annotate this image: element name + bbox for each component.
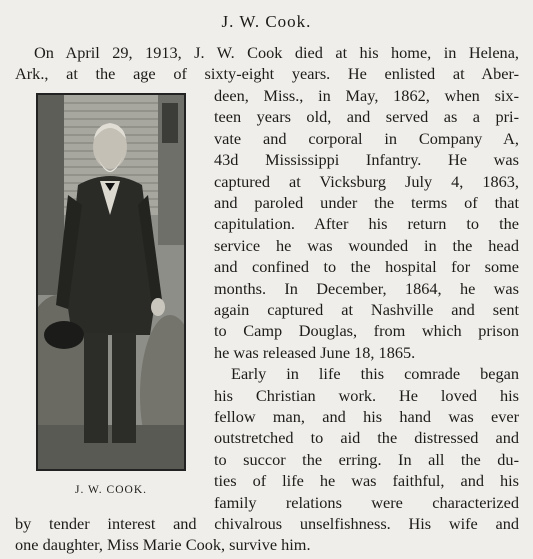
text-line: fellow man, and his hand was ever xyxy=(214,407,519,426)
text-line: captured at Vicksburg July 4, 1863, xyxy=(214,171,519,191)
text-line: family relations were characterized xyxy=(214,492,519,512)
text-line: deen, Miss., in May, 1862, when six- xyxy=(214,86,519,105)
photo-caption: J. W. COOK. xyxy=(74,484,148,496)
text-line: vate and corporal in Company A, xyxy=(214,128,519,148)
text-line: again captured at Nashville and sent xyxy=(214,300,519,319)
text-line: capitulation. After his return to the xyxy=(214,214,519,234)
text-line: by tender interest and chivalrous unselfishness. His wife and xyxy=(15,514,519,533)
text-line: one daughter, Miss Marie Cook, survive him. xyxy=(15,535,311,555)
portrait-photo xyxy=(36,93,186,471)
text-line: teen years old, and served as a pri- xyxy=(214,107,519,127)
obituary-heading: J. W. Cook. xyxy=(221,12,312,31)
text-line: and paroled under the terms of that xyxy=(214,193,519,212)
text-line: he was released June 18, 1865. xyxy=(214,342,416,362)
text-line: months. In December, 1864, he was xyxy=(214,278,519,298)
text-line: 43d Mississippi Infantry. He was xyxy=(214,150,519,170)
text-line: to Camp Douglas, from which prison xyxy=(214,321,519,341)
text-line: Early in life this comrade began xyxy=(231,364,519,384)
text-line: ties of life he was faithful, and his xyxy=(214,471,519,491)
text-line: his Christian work. He loved his xyxy=(214,385,519,405)
text-line: and confined to the hospital for some xyxy=(214,257,519,277)
text-line: outstretched to aid the distressed and xyxy=(214,428,519,448)
text-line: service he was wounded in the head xyxy=(214,235,519,255)
text-line: On April 29, 1913, J. W. Cook died at his home, in Helena, xyxy=(34,43,519,62)
text-line: Ark., at the age of sixty-eight years. He enlisted at Aber- xyxy=(15,64,519,83)
text-line: to succor the erring. In all the du- xyxy=(214,449,519,469)
